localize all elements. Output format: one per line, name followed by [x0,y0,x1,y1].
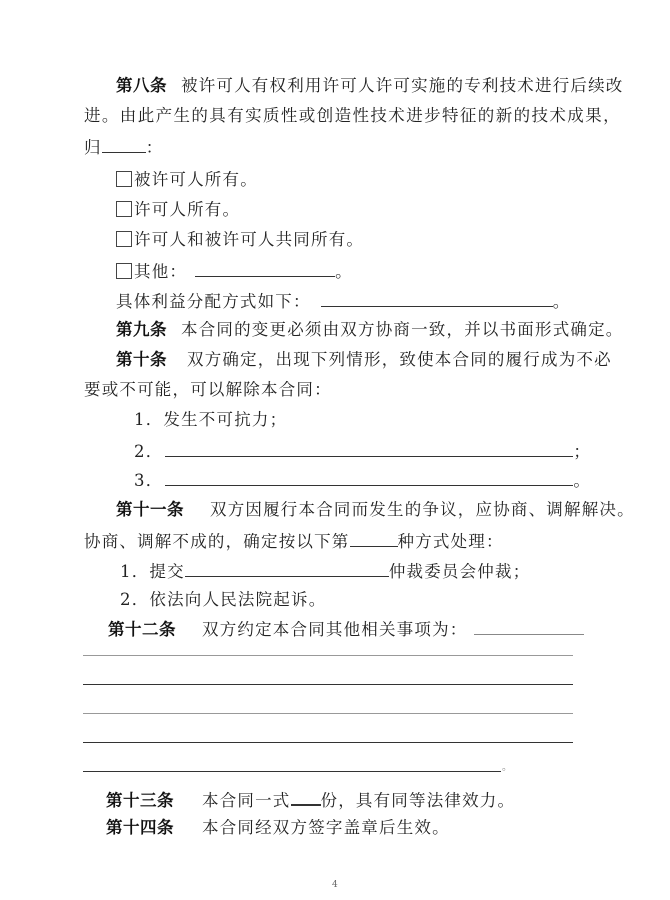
article-10-heading: 第十条 [116,350,167,369]
option-licensee [116,170,258,190]
checkbox-licensor[interactable] [116,201,132,217]
article-12-end-mark: 。 [502,762,514,773]
article-12-heading: 第十二条 [108,620,176,639]
option-other-suffix: 。 [335,262,353,281]
article-11-item-2 [120,590,326,610]
other-matters-line-4[interactable] [83,742,573,743]
article-11-text-1: 双方因履行本合同而发生的争议，应协商、调解解决。 [210,500,635,519]
checkbox-licensee[interactable] [116,171,132,187]
item-number: 1． [120,562,150,581]
dispute-method-blank[interactable] [350,530,398,547]
option-licensor-label: 许可人所有。 [134,200,241,219]
ownership-blank[interactable] [102,136,146,153]
item-text: 发生不可抗力； [163,410,288,429]
article-9-heading: 第九条 [116,320,167,339]
article-10-text-1: 双方确定，出现下列情形，致使本合同的履行成为不必 [187,350,612,369]
article-8-text-2: 进。由此产生的具有实质性或创造性技术进步特征的新的技术成果， [84,106,621,125]
option-licensor [116,200,240,220]
option-other-label: 其他： [134,262,188,281]
article-10-line-1 [116,350,612,370]
option-joint-label: 许可人和被许可人共同所有。 [134,230,365,249]
other-matters-line-2[interactable] [83,684,573,685]
item-suffix: ； [573,442,592,461]
article-11-text-2-suffix: 种方式处理： [397,532,504,551]
article-13-heading: 第十三条 [106,791,174,810]
article-14-text: 本合同经双方签字盖章后生效。 [202,818,450,837]
other-matters-line-5[interactable] [83,771,501,772]
distribution-label: 具体利益分配方式如下： [116,292,311,311]
item-number: 2． [120,590,150,609]
article-8-line-1 [116,76,624,96]
distribution-suffix: 。 [552,292,571,311]
checkbox-other[interactable] [116,263,132,279]
article-14 [106,818,450,838]
distribution-line [116,290,570,312]
termination-condition-3-blank[interactable] [165,469,573,486]
article-10-item-3 [134,469,591,491]
article-10-item-2 [134,440,591,462]
other-owner-blank[interactable] [195,260,335,277]
article-10-text-2: 要或不可能，可以解除本合同： [84,380,332,399]
article-8-text-1: 被许可人有权利用许可人许可实施的专利技术进行后续改 [181,76,624,95]
item-number: 1． [134,410,164,429]
article-12 [108,618,584,640]
article-13-suffix: 份，具有同等法律效力。 [320,791,516,810]
arbitration-commission-blank[interactable] [185,560,389,577]
article-11-line-2 [84,530,504,552]
other-matters-line-1[interactable] [83,655,573,656]
termination-condition-2-blank[interactable] [165,440,573,457]
article-8-heading: 第八条 [116,76,167,95]
article-13 [106,788,515,811]
article-14-heading: 第十四条 [106,818,174,837]
option-joint [116,230,364,250]
article-13-prefix: 本合同一式 [202,791,291,810]
item-suffix: 仲裁委员会仲裁； [388,562,531,581]
checkbox-joint[interactable] [116,231,132,247]
item-number: 2． [134,442,164,461]
article-8-text-3-prefix: 归 [84,138,102,157]
page-number: 4 [332,880,338,890]
option-other [116,260,353,282]
option-licensee-label: 被许可人所有。 [134,170,258,189]
item-number: 3． [134,471,164,490]
other-matters-line-3[interactable] [83,713,573,714]
article-9-text: 本合同的变更必须由双方协商一致，并以书面形式确定。 [181,320,624,339]
item-prefix: 提交 [149,562,185,581]
item-suffix: 。 [573,471,592,490]
distribution-blank[interactable] [321,290,553,307]
article-8-text-3-suffix: ： [145,138,164,157]
article-12-text: 双方约定本合同其他相关事项为： [202,620,468,639]
other-matters-blank[interactable] [474,618,584,635]
item-text: 依法向人民法院起诉。 [149,590,327,609]
article-11-text-2-prefix: 协商、调解不成的，确定按以下第 [84,532,350,551]
article-11-line-1 [116,500,635,520]
article-10-item-1 [134,410,287,430]
article-10-line-2 [84,380,332,400]
article-9 [116,320,624,340]
article-11-item-1 [120,560,530,582]
copies-count-blank[interactable] [291,788,321,806]
article-11-heading: 第十一条 [116,500,184,519]
article-8-line-3 [84,136,163,158]
article-8-line-2 [84,106,621,126]
